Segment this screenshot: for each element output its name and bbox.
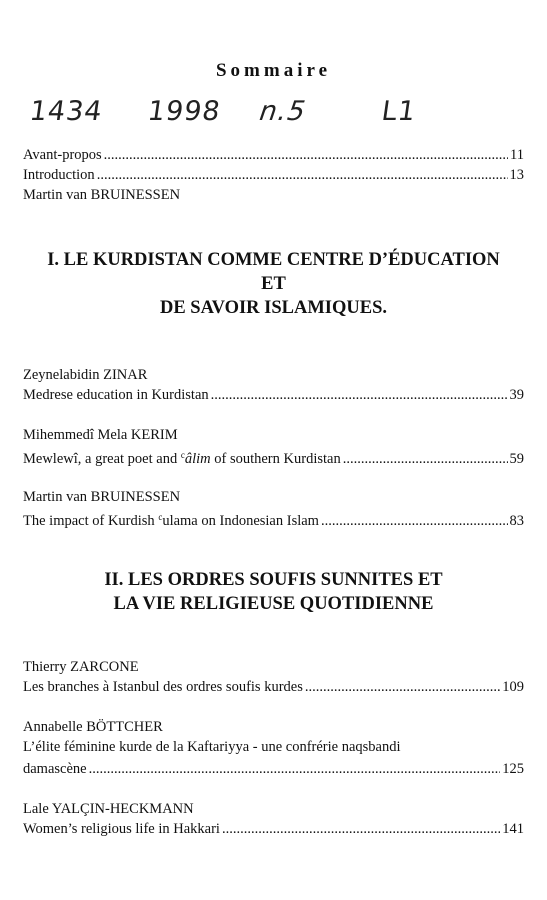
page-title: Sommaire [215,60,332,81]
leader-dots [211,386,508,404]
toc-entry[interactable] [23,820,524,838]
handwritten-part: n.5 [257,96,308,127]
toc-author: Annabelle BÖTTCHER [23,719,163,735]
section-heading-line: DE SAVOIR ISLAMIQUES. [159,298,387,318]
label-superscript: c [158,512,163,522]
toc-author: Zeynelabidin ZINAR [23,367,148,383]
toc-entry[interactable] [23,678,524,696]
toc-entry-label-line1: L’élite féminine kurde de la Kaftariyya - une confrérie naqsbandi [23,739,401,755]
leader-dots [343,450,508,468]
label-text: of southern Kurdistan [210,451,341,467]
toc-entry-label: Medrese education in Kurdistan [23,387,209,403]
section-heading-line: II. LES ORDRES SOUFIS SUNNITES ET [104,570,443,590]
toc-entry[interactable] [23,386,524,404]
toc-entry-page: 83 [509,513,524,529]
toc-entry-label: Introduction [23,167,95,183]
toc-entry-label: Avant-propos [23,147,102,163]
toc-entry-label: damascène [23,761,87,777]
leader-dots [305,678,500,696]
toc-entry-avant-propos[interactable] [23,146,524,164]
toc-entry[interactable] [23,446,524,468]
toc-entry-introduction[interactable] [23,166,524,184]
toc-entry-page: 11 [510,147,524,163]
handwritten-part: 1998 [145,96,223,127]
toc-entry-page: 13 [509,167,524,183]
label-text: ulama on Indonesian Islam [162,513,319,529]
label-italic: âlim [184,451,211,467]
toc-author: Thierry ZARCONE [23,659,139,675]
toc-author: Lale YALÇIN-HECKMANN [23,801,194,817]
handwritten-part: L1 [379,96,419,127]
label-superscript: c [180,450,185,460]
toc-entry[interactable] [23,508,524,530]
section-heading-line: LA VIE RELIGIEUSE QUOTIDIENNE [113,594,434,614]
leader-dots [89,760,501,778]
toc-entry[interactable] [23,760,524,778]
toc-entry-label: Les branches à Istanbul des ordres soufis kurdes [23,679,303,695]
leader-dots [222,820,500,838]
toc-author: Mihemmedî Mela KERIM [23,427,178,443]
toc-entry-label [23,446,341,468]
label-text: The impact of Kurdish [23,513,159,529]
label-text: Mewlewî, a great poet and [23,451,181,467]
leader-dots [97,166,508,184]
toc-author: Martin van BRUINESSEN [23,489,181,505]
toc-entry-page: 109 [502,679,524,695]
leader-dots [321,512,508,530]
leader-dots [104,146,508,164]
toc-entry-label: Women’s religious life in Hakkari [23,821,220,837]
toc-entry-label [23,508,319,530]
section-heading-line: I. LE KURDISTAN COMME CENTRE D’ÉDUCATION [47,250,500,270]
section-heading-line: ET [261,274,286,294]
toc-entry-page: 39 [509,387,524,403]
toc-entry-page: 125 [502,761,524,777]
toc-entry-page: 141 [502,821,524,837]
toc-entry-page: 59 [509,451,524,467]
toc-author: Martin van BRUINESSEN [23,187,181,203]
handwritten-part: 1434 [27,96,105,127]
